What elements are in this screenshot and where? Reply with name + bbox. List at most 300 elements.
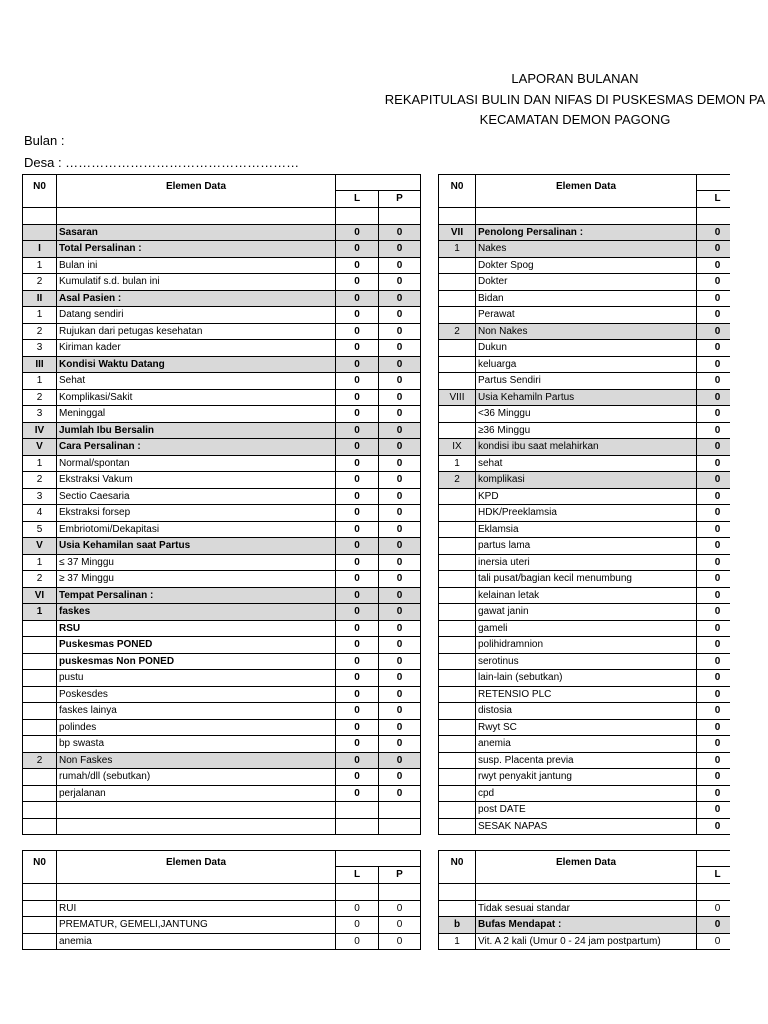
- table-row: [439, 422, 731, 439]
- row-label: ≤ 37 Minggu: [57, 554, 336, 571]
- value-l: 0: [336, 356, 379, 373]
- row-number: [23, 933, 57, 950]
- value-l: 0: [697, 323, 731, 340]
- row-number: b: [439, 917, 476, 934]
- row-label: rumah/dll (sebutkan): [57, 769, 336, 786]
- row-label: Bulan ini: [57, 257, 336, 274]
- table-row: [439, 802, 731, 819]
- table-row: [439, 307, 731, 324]
- table-row: [23, 389, 421, 406]
- row-number: [439, 257, 476, 274]
- col-l-header: L: [697, 190, 731, 207]
- table-row: [23, 686, 421, 703]
- table-row: [23, 900, 421, 917]
- table-row: [23, 703, 421, 720]
- row-label: Ekstraksi forsep: [57, 505, 336, 522]
- row-label: Usia Kehamiln Partus: [476, 389, 697, 406]
- value-l: 0: [697, 785, 731, 802]
- row-label: Partus Sendiri: [476, 373, 697, 390]
- row-label: tali pusat/bagian kecil menumbung: [476, 571, 697, 588]
- row-number: 2: [23, 472, 57, 489]
- value-p: 0: [379, 554, 421, 571]
- value-l: 0: [697, 736, 731, 753]
- row-number: [23, 224, 57, 241]
- col-elemen-header: Elemen Data: [57, 175, 336, 208]
- value-p: 0: [379, 224, 421, 241]
- col-l-header: L: [336, 190, 379, 207]
- row-number: [439, 587, 476, 604]
- value-l: 0: [697, 933, 731, 950]
- value-l: 0: [697, 274, 731, 291]
- col-p-header: P: [379, 866, 421, 883]
- value-l: 0: [336, 455, 379, 472]
- row-number: 4: [23, 505, 57, 522]
- value-l: 0: [336, 340, 379, 357]
- row-label: [57, 802, 336, 819]
- col-jk-header: [697, 175, 731, 191]
- col-jk-header: [336, 851, 421, 867]
- row-label: sehat: [476, 455, 697, 472]
- value-l: 0: [336, 323, 379, 340]
- value-l: 0: [697, 703, 731, 720]
- table-row: [439, 241, 731, 258]
- value-l: 0: [697, 439, 731, 456]
- col-no-header: N0: [439, 175, 476, 208]
- row-label: Vit. A 2 kali (Umur 0 - 24 jam postpartum): [476, 933, 697, 950]
- value-p: 0: [379, 785, 421, 802]
- table-row: [23, 933, 421, 950]
- value-l: 0: [697, 554, 731, 571]
- row-number: [439, 521, 476, 538]
- table-row: [23, 719, 421, 736]
- row-label: Normal/spontan: [57, 455, 336, 472]
- value-l: 0: [336, 257, 379, 274]
- value-p: [379, 802, 421, 819]
- row-number: [439, 736, 476, 753]
- row-label: HDK/Preeklamsia: [476, 505, 697, 522]
- row-number: [23, 917, 57, 934]
- row-label: Kumulatif s.d. bulan ini: [57, 274, 336, 291]
- value-l: 0: [697, 604, 731, 621]
- table-row: [23, 422, 421, 439]
- value-p: 0: [379, 439, 421, 456]
- row-number: [439, 340, 476, 357]
- row-number: [23, 703, 57, 720]
- value-l: 0: [697, 538, 731, 555]
- table-row: [439, 538, 731, 555]
- value-l: [697, 208, 731, 225]
- row-number: 5: [23, 521, 57, 538]
- table-row: [23, 323, 421, 340]
- table-row: [23, 653, 421, 670]
- table-row: [23, 356, 421, 373]
- col-jk-header: [336, 175, 421, 191]
- row-label: SESAK NAPAS: [476, 818, 697, 835]
- value-p: 0: [379, 653, 421, 670]
- row-number: [439, 422, 476, 439]
- row-label: anemia: [57, 933, 336, 950]
- value-l: 0: [336, 769, 379, 786]
- row-number: [439, 719, 476, 736]
- value-l: 0: [697, 900, 731, 917]
- row-label: faskes: [57, 604, 336, 621]
- table-row: [439, 917, 731, 934]
- table-row: [23, 571, 421, 588]
- row-label: Jumlah Ibu Bersalin: [57, 422, 336, 439]
- row-label: inersia uteri: [476, 554, 697, 571]
- value-l: 0: [336, 653, 379, 670]
- row-label: RSU: [57, 620, 336, 637]
- row-number: [23, 719, 57, 736]
- value-l: 0: [336, 900, 379, 917]
- row-label: [57, 818, 336, 835]
- row-number: [439, 571, 476, 588]
- row-label: RUI: [57, 900, 336, 917]
- row-number: VII: [439, 224, 476, 241]
- table-row: [439, 406, 731, 423]
- value-p: 0: [379, 703, 421, 720]
- value-l: 0: [697, 670, 731, 687]
- value-l: 0: [336, 224, 379, 241]
- row-number: [439, 274, 476, 291]
- row-number: 2: [23, 323, 57, 340]
- table-row: [439, 505, 731, 522]
- table-row: [23, 224, 421, 241]
- row-label: Rwyt SC: [476, 719, 697, 736]
- row-number: [23, 736, 57, 753]
- row-label: Total Persalinan :: [57, 241, 336, 258]
- table-row: [439, 785, 731, 802]
- row-label: Perawat: [476, 307, 697, 324]
- table-row: [439, 818, 731, 835]
- row-number: VIII: [439, 389, 476, 406]
- value-l: 0: [697, 389, 731, 406]
- col-no-header: N0: [23, 851, 57, 884]
- row-label: bp swasta: [57, 736, 336, 753]
- value-l: 0: [336, 587, 379, 604]
- table-row: [439, 933, 731, 950]
- row-label: rwyt penyakit jantung: [476, 769, 697, 786]
- report-district: KECAMATAN DEMON PAGONG: [479, 112, 671, 127]
- row-label: Poskesdes: [57, 686, 336, 703]
- row-number: [439, 373, 476, 390]
- value-l: 0: [336, 406, 379, 423]
- row-number: [439, 785, 476, 802]
- row-number: 2: [439, 472, 476, 489]
- row-label: susp. Placenta previa: [476, 752, 697, 769]
- value-p: 0: [379, 472, 421, 489]
- row-label: Nakes: [476, 241, 697, 258]
- row-label: Asal Pasien :: [57, 290, 336, 307]
- value-l: 0: [697, 637, 731, 654]
- value-l: 0: [697, 488, 731, 505]
- value-l: 0: [336, 373, 379, 390]
- table-row: [23, 736, 421, 753]
- table-row: [439, 752, 731, 769]
- value-l: 0: [697, 686, 731, 703]
- value-l: 0: [697, 455, 731, 472]
- row-number: [23, 686, 57, 703]
- table-row: [439, 323, 731, 340]
- row-number: [23, 653, 57, 670]
- row-number: VI: [23, 587, 57, 604]
- value-p: 0: [379, 422, 421, 439]
- value-l: 0: [336, 439, 379, 456]
- value-p: 0: [379, 257, 421, 274]
- value-p: 0: [379, 686, 421, 703]
- value-p: 0: [379, 389, 421, 406]
- value-l: 0: [697, 406, 731, 423]
- table-row: [23, 406, 421, 423]
- row-number: [439, 406, 476, 423]
- row-number: [23, 900, 57, 917]
- row-number: [439, 752, 476, 769]
- table-row: [23, 455, 421, 472]
- value-l: 0: [336, 933, 379, 950]
- value-l: 0: [697, 307, 731, 324]
- value-l: 0: [697, 571, 731, 588]
- row-number: [23, 637, 57, 654]
- table-row: [23, 274, 421, 291]
- table-row: [439, 637, 731, 654]
- row-label: faskes lainya: [57, 703, 336, 720]
- table-row: [439, 340, 731, 357]
- row-number: [439, 554, 476, 571]
- col-elemen-header: Elemen Data: [476, 851, 697, 884]
- value-p: 0: [379, 241, 421, 258]
- value-l: 0: [697, 373, 731, 390]
- row-number: [439, 208, 476, 225]
- row-number: [439, 356, 476, 373]
- value-p: 0: [379, 406, 421, 423]
- value-l: 0: [336, 719, 379, 736]
- col-l-header: L: [697, 866, 731, 883]
- row-number: 2: [23, 752, 57, 769]
- table-row: [439, 257, 731, 274]
- value-p: 0: [379, 307, 421, 324]
- row-number: 2: [439, 323, 476, 340]
- value-p: 0: [379, 620, 421, 637]
- value-l: 0: [697, 719, 731, 736]
- table-row: [23, 257, 421, 274]
- table-row: [23, 752, 421, 769]
- row-label: Sectio Caesaria: [57, 488, 336, 505]
- value-l: 0: [697, 505, 731, 522]
- row-label: distosia: [476, 703, 697, 720]
- row-label: lain-lain (sebutkan): [476, 670, 697, 687]
- value-l: [336, 884, 379, 901]
- table-row: [439, 521, 731, 538]
- value-l: 0: [697, 802, 731, 819]
- row-number: I: [23, 241, 57, 258]
- table-row: [23, 670, 421, 687]
- table-row: [439, 769, 731, 786]
- row-number: [23, 670, 57, 687]
- value-p: 0: [379, 752, 421, 769]
- table-row: [439, 208, 731, 225]
- table-row: [439, 455, 731, 472]
- row-label: Tidak sesuai standar: [476, 900, 697, 917]
- row-number: [439, 818, 476, 835]
- row-label: Dokter: [476, 274, 697, 291]
- table-row: [23, 884, 421, 901]
- value-l: 0: [697, 257, 731, 274]
- row-number: [439, 620, 476, 637]
- row-number: 3: [23, 340, 57, 357]
- value-p: [379, 208, 421, 225]
- row-number: 2: [23, 389, 57, 406]
- table-row: [439, 290, 731, 307]
- table-row: [439, 356, 731, 373]
- value-l: 0: [697, 769, 731, 786]
- report-title: LAPORAN BULANAN: [511, 71, 639, 86]
- row-label: Komplikasi/Sakit: [57, 389, 336, 406]
- table-row: [439, 488, 731, 505]
- row-number: [23, 818, 57, 835]
- col-elemen-header: Elemen Data: [476, 175, 697, 208]
- value-p: 0: [379, 290, 421, 307]
- table-row: [23, 554, 421, 571]
- row-number: [439, 670, 476, 687]
- row-label: Datang sendiri: [57, 307, 336, 324]
- row-number: V: [23, 439, 57, 456]
- table-row: [23, 307, 421, 324]
- row-number: V: [23, 538, 57, 555]
- row-number: II: [23, 290, 57, 307]
- row-label: ≥ 37 Minggu: [57, 571, 336, 588]
- row-label: Tempat Persalinan :: [57, 587, 336, 604]
- value-l: 0: [336, 703, 379, 720]
- value-l: 0: [336, 620, 379, 637]
- table-row: [439, 670, 731, 687]
- table-row: [439, 439, 731, 456]
- row-label: Ekstraksi Vakum: [57, 472, 336, 489]
- table-row: [23, 538, 421, 555]
- table-row: [439, 686, 731, 703]
- value-l: 0: [336, 307, 379, 324]
- row-label: Penolong Persalinan :: [476, 224, 697, 241]
- value-p: 0: [379, 587, 421, 604]
- row-number: 2: [23, 571, 57, 588]
- table-row: [23, 802, 421, 819]
- row-number: 1: [439, 933, 476, 950]
- row-label: PREMATUR, GEMELI,JANTUNG: [57, 917, 336, 934]
- value-l: 0: [697, 241, 731, 258]
- value-l: 0: [336, 670, 379, 687]
- value-p: 0: [379, 340, 421, 357]
- value-l: 0: [336, 521, 379, 538]
- row-number: [439, 653, 476, 670]
- row-label: Sehat: [57, 373, 336, 390]
- value-p: 0: [379, 356, 421, 373]
- row-label: ≥36 Minggu: [476, 422, 697, 439]
- value-p: [379, 884, 421, 901]
- table-row: [23, 241, 421, 258]
- value-l: [697, 884, 731, 901]
- col-elemen-header: Elemen Data: [57, 851, 336, 884]
- row-number: 1: [23, 307, 57, 324]
- row-label: puskesmas Non PONED: [57, 653, 336, 670]
- row-label: RETENSIO PLC: [476, 686, 697, 703]
- table-lower-right: [438, 850, 730, 950]
- row-label: Non Nakes: [476, 323, 697, 340]
- table-row: [23, 587, 421, 604]
- value-p: 0: [379, 637, 421, 654]
- table-row: [23, 340, 421, 357]
- value-p: 0: [379, 455, 421, 472]
- table-row: [439, 620, 731, 637]
- row-label: Kondisi Waktu Datang: [57, 356, 336, 373]
- row-number: [23, 884, 57, 901]
- row-number: [439, 769, 476, 786]
- table-row: [439, 554, 731, 571]
- row-label: Bufas Mendapat :: [476, 917, 697, 934]
- value-p: 0: [379, 488, 421, 505]
- row-number: [23, 802, 57, 819]
- row-label: Non Faskes: [57, 752, 336, 769]
- value-l: 0: [336, 274, 379, 291]
- row-label: polihidramnion: [476, 637, 697, 654]
- row-number: IV: [23, 422, 57, 439]
- value-l: 0: [336, 241, 379, 258]
- row-label: post DATE: [476, 802, 697, 819]
- table-row: [439, 884, 731, 901]
- row-number: III: [23, 356, 57, 373]
- value-l: 0: [697, 472, 731, 489]
- value-p: 0: [379, 505, 421, 522]
- value-l: 0: [336, 422, 379, 439]
- value-l: 0: [697, 620, 731, 637]
- row-label: Embriotomi/Dekapitasi: [57, 521, 336, 538]
- value-l: 0: [697, 587, 731, 604]
- table-row: [439, 389, 731, 406]
- table-row: [23, 620, 421, 637]
- row-label: KPD: [476, 488, 697, 505]
- value-l: 0: [336, 488, 379, 505]
- table-row: [23, 208, 421, 225]
- row-label: keluarga: [476, 356, 697, 373]
- row-number: 1: [23, 604, 57, 621]
- row-label: [476, 208, 697, 225]
- value-p: 0: [379, 670, 421, 687]
- row-label: polindes: [57, 719, 336, 736]
- row-label: Sasaran: [57, 224, 336, 241]
- table-row: [23, 472, 421, 489]
- table-row: [439, 900, 731, 917]
- value-l: 0: [336, 785, 379, 802]
- table-row: [439, 653, 731, 670]
- row-number: [439, 307, 476, 324]
- value-l: [336, 818, 379, 835]
- table-row: [23, 290, 421, 307]
- col-p-header: P: [379, 190, 421, 207]
- row-label: perjalanan: [57, 785, 336, 802]
- table-row: [439, 736, 731, 753]
- value-l: 0: [336, 389, 379, 406]
- value-l: 0: [336, 472, 379, 489]
- value-l: 0: [697, 422, 731, 439]
- table-persalinan-right: [438, 174, 730, 835]
- table-row: [439, 587, 731, 604]
- row-label: komplikasi: [476, 472, 697, 489]
- value-l: 0: [697, 290, 731, 307]
- value-p: 0: [379, 274, 421, 291]
- value-l: 0: [336, 554, 379, 571]
- desa-label: Desa : ………………………………………………: [24, 155, 300, 170]
- value-p: 0: [379, 933, 421, 950]
- value-l: 0: [336, 604, 379, 621]
- table-persalinan-left: [22, 174, 421, 835]
